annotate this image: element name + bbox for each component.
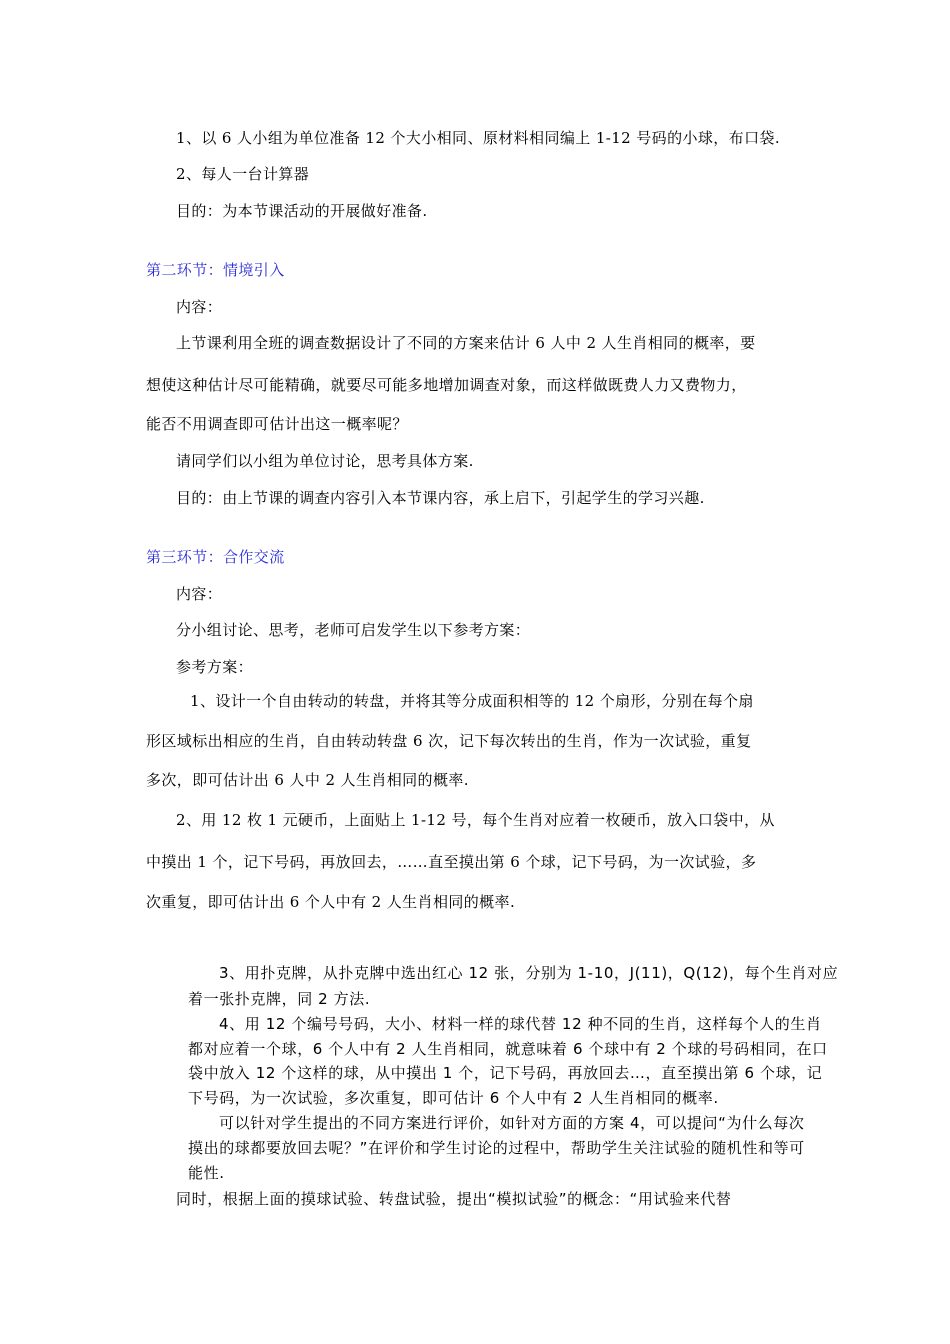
section-2-discussion: 请同学们以小组为单位讨论，思考具体方案. bbox=[176, 452, 474, 470]
prep-item-2: 2、每人一台计算器 bbox=[176, 165, 310, 183]
plan-4-line: 4、用 12 个编号号码，大小、材料一样的球代替 12 种不同的生肖，这样每个人的生肖 bbox=[219, 1015, 822, 1033]
plan-4-line: 袋中放入 12 个这样的球，从中摸出 1 个，记下号码，再放回去…，直至摸出第 6 个球，记 bbox=[188, 1064, 823, 1082]
section-2-para-line: 上节课利用全班的调查数据设计了不同的方案来估计 6 人中 2 人生肖相同的概率，要 bbox=[176, 334, 756, 352]
section-2-purpose: 目的：由上节课的调查内容引入本节课内容，承上启下，引起学生的学习兴趣. bbox=[176, 489, 705, 507]
section-3-content-label: 内容： bbox=[176, 585, 223, 603]
section-2-para-line: 想使这种估计尽可能精确，就要尽可能多地增加调查对象，而这样做既费人力又费物力， bbox=[146, 376, 747, 394]
evaluation-line: 能性. bbox=[188, 1164, 225, 1182]
plan-4-line: 都对应着一个球，6 个人中有 2 人生肖相同，就意味着 6 个球中有 2 个球的号码相同，在口 bbox=[188, 1040, 828, 1058]
plan-1-line: 多次，即可估计出 6 人中 2 人生肖相同的概率. bbox=[146, 771, 469, 789]
section-3-intro: 分小组讨论、思考，老师可启发学生以下参考方案： bbox=[176, 621, 531, 639]
evaluation-line: 可以针对学生提出的不同方案进行评价，如针对方面的方案 4，可以提问“为什么每次 bbox=[219, 1114, 805, 1132]
plan-2-line: 次重复，即可估计出 6 个人中有 2 人生肖相同的概率. bbox=[146, 893, 516, 911]
plan-3-line: 3、用扑克牌，从扑克牌中选出红心 12 张，分别为 1-10，J(11)，Q(12)，每个生肖对应 bbox=[219, 964, 839, 982]
plan-2-line: 2、用 12 枚 1 元硬币，上面贴上 1-12 号，每个生肖对应着一枚硬币，放入口袋中，从 bbox=[176, 811, 775, 829]
section-2-content-label: 内容： bbox=[176, 298, 223, 316]
plan-1-line: 形区域标出相应的生肖，自由转动转盘 6 次，记下每次转出的生肖，作为一次试验，重复 bbox=[146, 732, 752, 750]
section-2-para-line: 能否不用调查即可估计出这一概率呢？ bbox=[146, 415, 408, 433]
prep-purpose: 目的：为本节课活动的开展做好准备. bbox=[176, 202, 428, 220]
plan-1-line: 1、设计一个自由转动的转盘，并将其等分成面积相等的 12 个扇形，分别在每个扇 bbox=[190, 692, 754, 710]
plan-3-line: 着一张扑克牌，同 2 方法. bbox=[188, 990, 371, 1008]
section-3-ref-label: 参考方案： bbox=[176, 658, 254, 676]
closing-line: 同时，根据上面的摸球试验、转盘试验，提出“模拟试验”的概念：“用试验来代替 bbox=[176, 1190, 732, 1208]
plan-2-line: 中摸出 1 个，记下号码，再放回去，……直至摸出第 6 个球，记下号码，为一次试验，多 bbox=[146, 853, 757, 871]
prep-item-1: 1、以 6 人小组为单位准备 12 个大小相同、原材料相同编上 1-12 号码的小球，布口袋. bbox=[176, 129, 781, 147]
plan-4-line: 下号码，为一次试验，多次重复，即可估计 6 个人中有 2 人生肖相同的概率. bbox=[188, 1089, 719, 1107]
section-3-heading: 第三环节：合作交流 bbox=[146, 548, 285, 566]
section-2-heading: 第二环节：情境引入 bbox=[146, 261, 285, 279]
evaluation-line: 摸出的球都要放回去呢？”在评价和学生讨论的过程中，帮助学生关注试验的随机性和等可 bbox=[188, 1139, 805, 1157]
